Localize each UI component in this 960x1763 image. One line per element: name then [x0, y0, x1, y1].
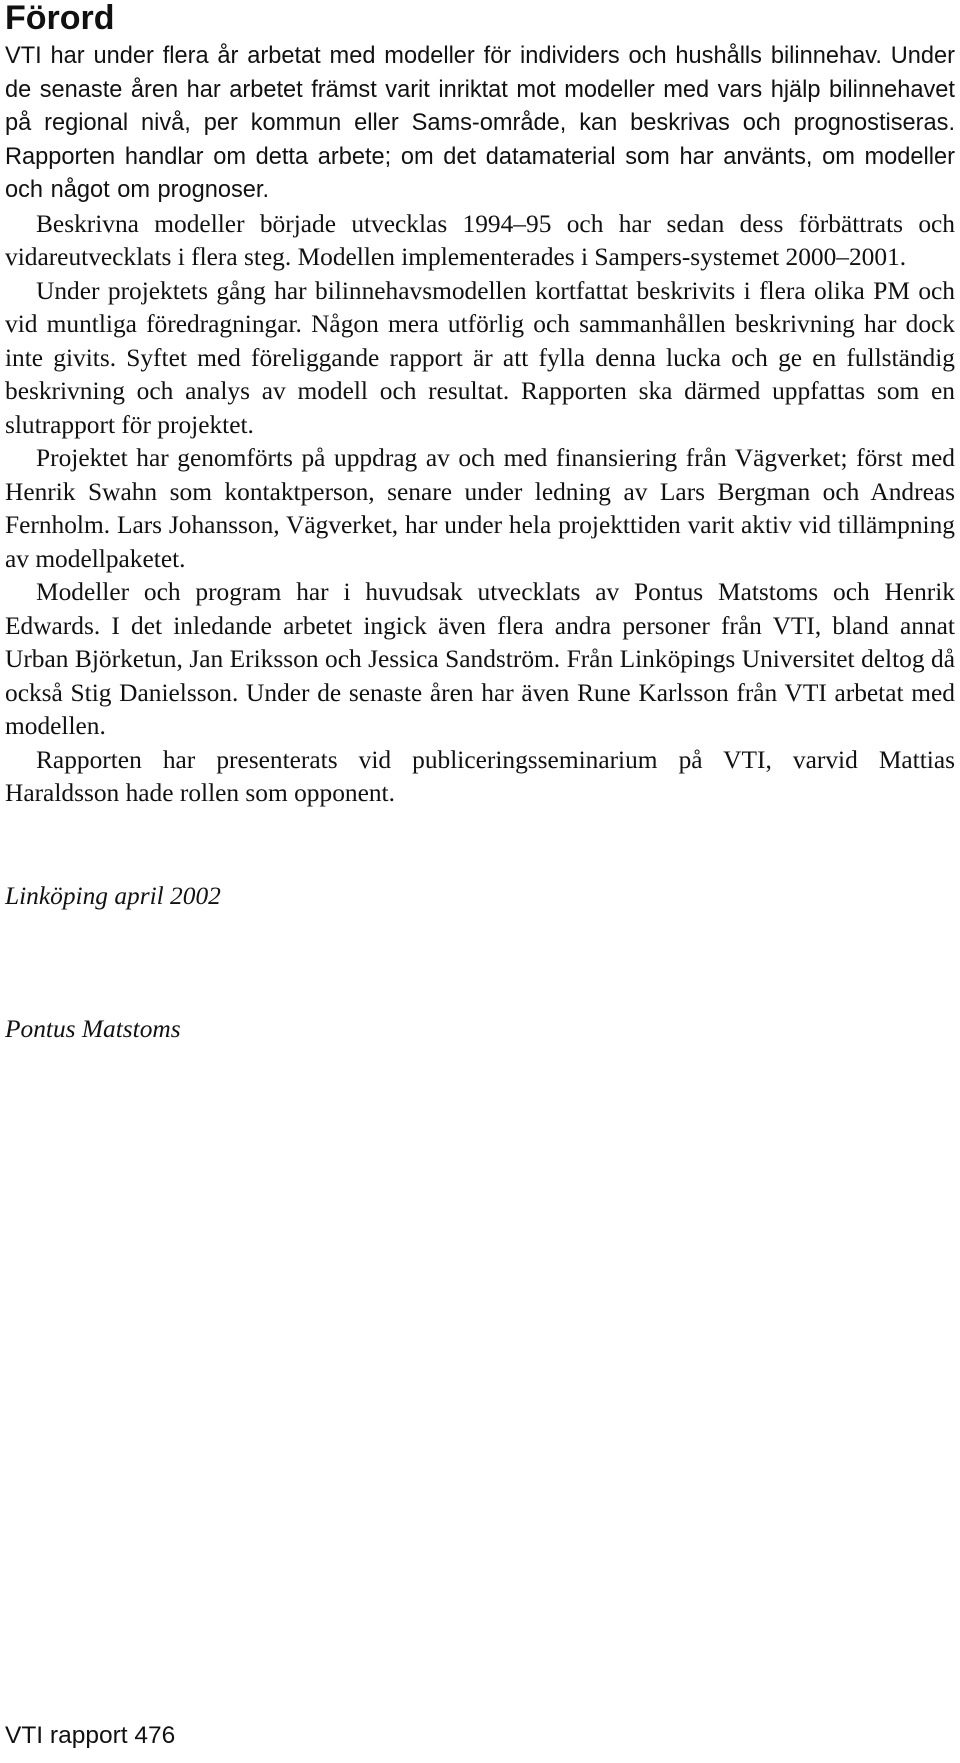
paragraph-seminar: Rapporten har presenterats vid publiceringsseminarium på VTI, varvid Mattias Haraldsson hade rollen som opponent.	[5, 745, 955, 807]
signature: Pontus Matstoms	[5, 1015, 181, 1043]
document-page	[5, 0, 955, 1763]
paragraph-contributors: Modeller och program har i huvudsak utvecklats av Pontus Matstoms och Henrik Edwards. I det inledande arbetet ingick även flera andra personer från VTI, bland annat Urban Björketun, Jan Eriksson och Jessica Sandström. Från Linköpings Universitet deltog då också Stig Danielsson. Under de senaste åren har även Rune Karlsson från VTI arbetat med modellen.	[5, 578, 955, 740]
footer-report-number: VTI rapport 476	[5, 1722, 176, 1749]
paragraph-funding: Projektet har genomförts på uppdrag av och med finansiering från Vägverket; först med Henrik Swahn som kontaktperson, senare under ledning av Lars Bergman och Andreas Fernholm. Lars Johansson, Vägverket, har under hela projekttiden varit aktiv vid tillämpning av modellpaketet.	[5, 444, 955, 573]
foreword-body	[5, 40, 955, 811]
paragraph-model-development: Beskrivna modeller började utvecklas 1994–95 och har sedan dess förbättrats och vidareutvecklats i flera steg. Modellen implementerades i Sampers-systemet 2000–2001.	[5, 209, 955, 271]
paragraph-intro: VTI har under flera år arbetat med modeller för individers och hushålls bilinnehav. Under de senaste åren har arbetet främst varit inriktat mot modeller med vars hjälp bilinnehavet på regional nivå, per kommun eller Sams-område, kan beskrivas och prognostiseras. Rapporten handlar om detta arbete; om det datamaterial som har använts, om modeller och något om prognoser.	[5, 43, 955, 203]
page-title: Förord	[5, 0, 115, 37]
paragraph-report-purpose: Under projektets gång har bilinnehavsmodellen kortfattat beskrivits i flera olika PM och vid muntliga föredragningar. Någon mera utförlig och sammanhållen beskrivning har dock inte givits. Syftet med föreliggande rapport är att fylla denna lucka och ge en fullständig beskrivning och analys av modell och resultat. Rapporten ska därmed uppfattas som en slutrapport för projektet.	[5, 276, 955, 439]
place-date: Linköping april 2002	[5, 882, 221, 910]
